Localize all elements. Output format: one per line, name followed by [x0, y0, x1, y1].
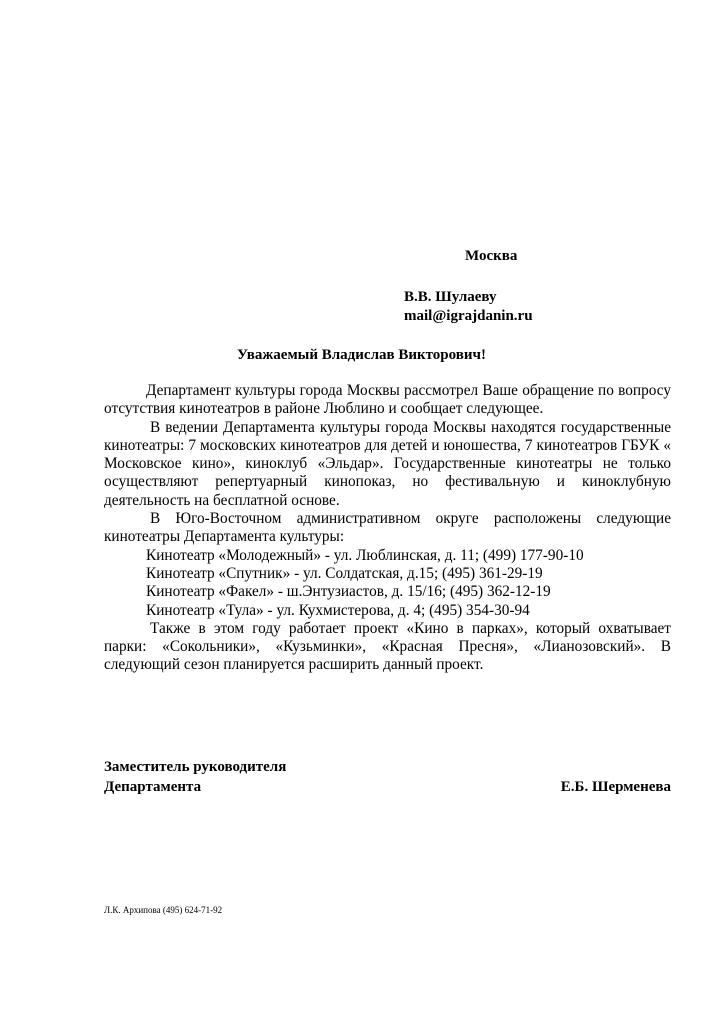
- greeting: Уважаемый Владислав Викторович!: [237, 347, 486, 363]
- cinema-list-item: Кинотеатр «Факел» - ш.Энтузиастов, д. 15/16; (495) 362-12-19: [146, 583, 551, 601]
- signer-name: Е.Б. Шерменева: [560, 779, 671, 795]
- recipient-email: mail@igrajdanin.ru: [404, 308, 533, 324]
- body-paragraph-4: Также в этом году работает проект «Кино в парках», который охватывает парки: «Сокольники», «Кузьминки», «Красная Пресня», «Лианозовский». В следующий сезон планируется расширить данный проект.: [104, 619, 671, 674]
- cinema-list-item: Кинотеатр «Спутник» - ул. Солдатская, д.15; (495) 361-29-19: [146, 564, 543, 582]
- body-paragraph-1: Департамент культуры города Москвы рассмотрел Ваше обращение по вопросу отсутствия кинотеатров в районе Люблино и сообщает следующее.: [104, 382, 671, 418]
- signer-title-line-2: Департамента: [104, 779, 202, 795]
- cinema-list-item: Кинотеатр «Молодежный» - ул. Люблинская, д. 11; (499) 177-90-10: [146, 546, 584, 564]
- body-paragraph-2: В ведении Департамента культуры города Москвы находятся государственные кинотеатры: 7 московских кинотеатров для детей и юношества, 7 кинотеатров ГБУК « Московское кино», киноклуб «Эльдар». Государственные кинотеатры не только осуществляют репертуарный кинопоказ, но фестивальную и киноклубную деятельность на бесплатной основе.: [104, 418, 671, 509]
- city-label: Москва: [465, 248, 518, 264]
- signature-block: [104, 757, 671, 797]
- signer-title-line-1: Заместитель руководителя: [104, 759, 287, 775]
- recipient-name: В.В. Шулаеву: [404, 289, 497, 305]
- body-paragraph-3: В Юго-Восточном административном округе расположены следующие кинотеатры Департамента культуры:: [104, 510, 671, 546]
- signature-row: [104, 777, 671, 797]
- letter-body: [104, 382, 671, 675]
- executor-note: Л.К. Архипова (495) 624-71-92: [104, 905, 223, 915]
- cinema-list-item: Кинотеатр «Тула» - ул. Кухмистерова, д. 4; (495) 354-30-94: [146, 601, 530, 619]
